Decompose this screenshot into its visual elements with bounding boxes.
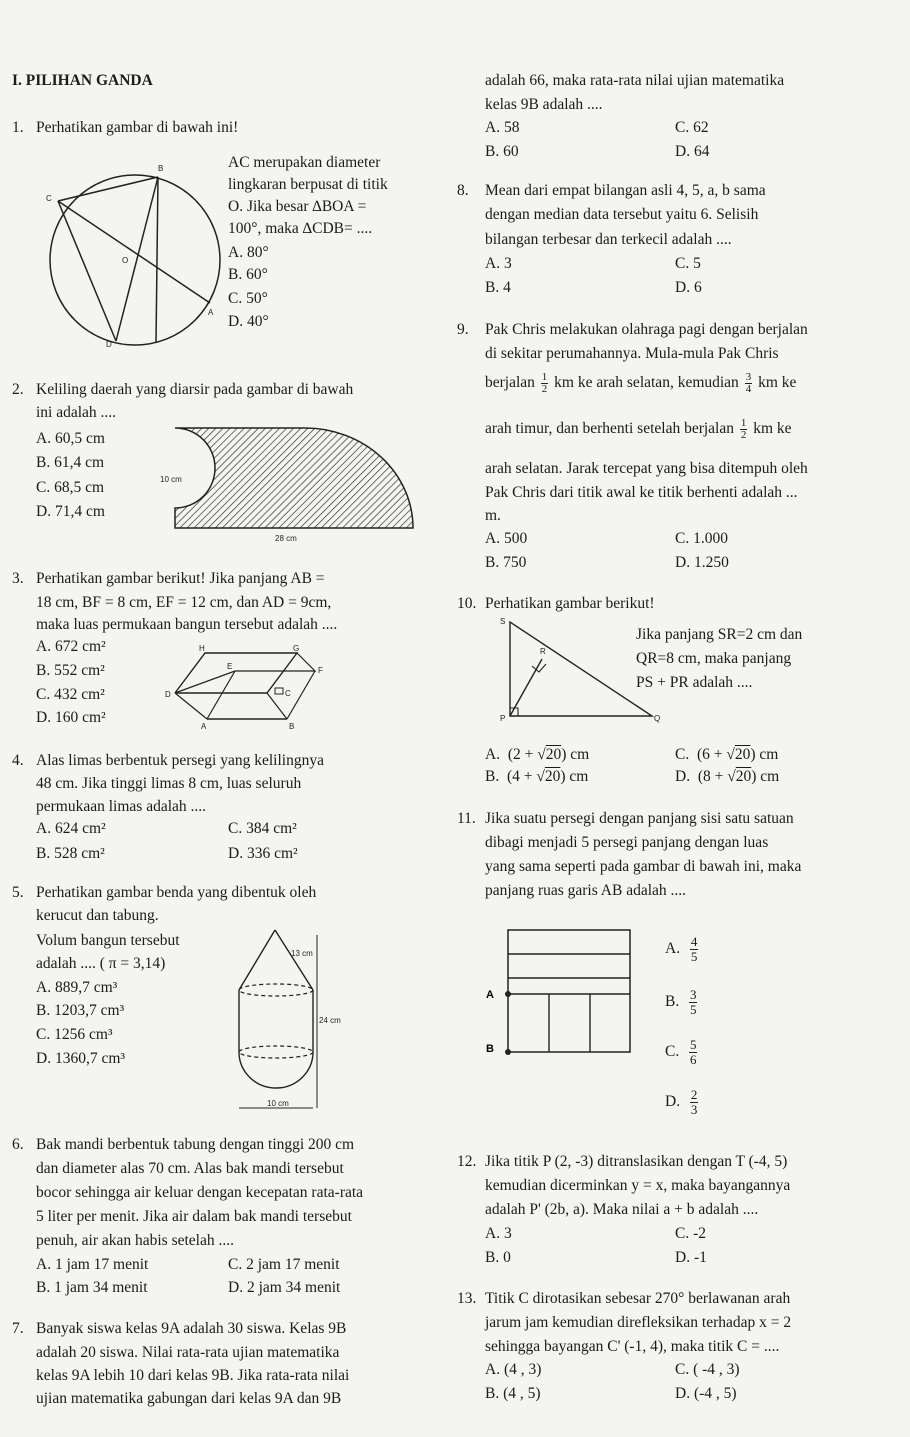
q12-option-d[interactable]: D. -1: [675, 1249, 707, 1266]
q10-label-p: P: [500, 714, 506, 723]
q7-option-d[interactable]: D. 64: [675, 143, 710, 160]
q3-label-g: G: [293, 644, 300, 653]
q1-desc-4: 100°, maka ∆CDB= ....: [228, 220, 373, 237]
q1-label-b: B: [158, 164, 164, 173]
q9-line-3: [485, 372, 796, 395]
q11-label-a: A: [486, 989, 494, 1001]
q6-option-a[interactable]: A. 1 jam 17 menit: [36, 1256, 149, 1273]
q9-line-4a: arah timur, dan berhenti setelah berjalan: [485, 420, 734, 438]
q13-option-c[interactable]: C. ( -4 , 3): [675, 1361, 740, 1378]
q7-option-a[interactable]: A. 58: [485, 119, 520, 136]
q10-option-a[interactable]: A. (2 + √20) cm: [485, 746, 590, 763]
q4-option-a[interactable]: A. 624 cm²: [36, 820, 106, 837]
q11-square-figure: [480, 928, 640, 1058]
q10-desc-2: QR=8 cm, maka panjang: [636, 650, 792, 667]
q12-line-2: kemudian dicerminkan y = x, maka bayangannya: [485, 1177, 791, 1194]
q12-number: 12.: [457, 1153, 477, 1170]
q5-number: 5.: [12, 884, 24, 901]
q11-option-c[interactable]: C. $\frac{5}{6}$: [665, 1037, 697, 1067]
q11-number: 11.: [457, 810, 476, 827]
q5-desc-1: Volum bangun tersebut: [36, 932, 180, 949]
q3-label-e: E: [227, 662, 233, 671]
q2-option-c[interactable]: C. 68,5 cm: [36, 479, 105, 496]
q4-line-2: 48 cm. Jika tinggi limas 8 cm, luas seluruh: [36, 775, 302, 792]
q13-option-a[interactable]: A. (4 , 3): [485, 1361, 542, 1378]
q7-number: 7.: [12, 1320, 24, 1337]
q1-option-c[interactable]: C. 50°: [228, 290, 268, 307]
q10-desc-1: Jika panjang SR=2 cm dan: [636, 626, 803, 643]
q3-label-d: D: [165, 690, 171, 699]
q8-option-b[interactable]: B. 4: [485, 279, 511, 296]
q5-option-d[interactable]: D. 1360,7 cm³: [36, 1050, 126, 1067]
q1-desc-2: lingkaran berpusat di titik: [228, 176, 388, 193]
q12-option-a[interactable]: A. 3: [485, 1225, 512, 1242]
q4-option-d[interactable]: D. 336 cm²: [228, 845, 298, 862]
q3-label-f: F: [318, 666, 323, 675]
q13-option-d[interactable]: D. (-4 , 5): [675, 1385, 737, 1402]
section-heading: I. PILIHAN GANDA: [12, 72, 153, 89]
q9-fraction-1: $\frac{1}{2}$: [541, 371, 548, 395]
q7-option-c[interactable]: C. 62: [675, 119, 709, 136]
q5-option-b[interactable]: B. 1203,7 cm³: [36, 1002, 125, 1019]
q9-line-1: Pak Chris melakukan olahraga pagi dengan berjalan: [485, 321, 808, 338]
q11-line-2: dibagi menjadi 5 persegi panjang dengan luas: [485, 834, 769, 851]
q6-number: 6.: [12, 1136, 24, 1153]
q13-option-b[interactable]: B. (4 , 5): [485, 1385, 541, 1402]
q12-option-c[interactable]: C. -2: [675, 1225, 706, 1242]
q5-label-slant: 13 cm: [291, 949, 313, 958]
q13-line-2: jarum jam kemudian direfleksikan terhadap x = 2: [485, 1314, 792, 1331]
q2-label-width: 28 cm: [275, 534, 297, 543]
q9-option-a[interactable]: A. 500: [485, 530, 528, 547]
q4-option-c[interactable]: C. 384 cm²: [228, 820, 297, 837]
q13-line-1: Titik C dirotasikan sebesar 270° berlawanan arah: [485, 1290, 791, 1307]
q9-line-6: Pak Chris dari titik awal ke titik berhenti adalah ...: [485, 484, 798, 501]
q9-line-7: m.: [485, 507, 501, 524]
q1-label-o: O: [122, 256, 129, 265]
q4-option-b[interactable]: B. 528 cm²: [36, 845, 105, 862]
q12-option-b[interactable]: B. 0: [485, 1249, 511, 1266]
q9-line-3b: km ke arah selatan, kemudian: [554, 374, 739, 392]
q9-fraction-3: $\frac{1}{2}$: [740, 417, 747, 441]
q10-triangle-figure: [500, 618, 660, 728]
q7-option-b[interactable]: B. 60: [485, 143, 519, 160]
q9-fraction-2: $\frac{3}{4}$: [745, 371, 752, 395]
q2-option-a[interactable]: A. 60,5 cm: [36, 430, 105, 447]
q5-line-1: Perhatikan gambar benda yang dibentuk oleh: [36, 884, 317, 901]
q3-prism-figure: [165, 645, 335, 735]
q1-label-c: C: [46, 194, 52, 203]
q1-number: 1.: [12, 119, 24, 136]
q9-line-3a: berjalan: [485, 374, 535, 392]
q10-desc-3: PS + PR adalah ....: [636, 674, 753, 691]
q7-cont-line-2: kelas 9B adalah ....: [485, 96, 603, 113]
q9-line-5: arah selatan. Jarak tercepat yang bisa ditempuh oleh: [485, 460, 808, 477]
q5-label-height: 24 cm: [319, 1016, 341, 1025]
q11-option-a[interactable]: A. $\frac{4}{5}$: [665, 934, 698, 964]
q1-prompt: Perhatikan gambar di bawah ini!: [36, 119, 239, 136]
q9-line-3c: km ke: [758, 374, 797, 392]
q11-line-1: Jika suatu persegi dengan panjang sisi satu satuan: [485, 810, 794, 827]
q5-cone-cylinder-figure: [225, 930, 345, 1115]
q5-option-c[interactable]: C. 1256 cm³: [36, 1026, 113, 1043]
q10-number: 10.: [457, 595, 477, 612]
q7-line-4: ujian matematika gabungan dari kelas 9A dan 9B: [36, 1390, 342, 1407]
q10-label-q: Q: [654, 714, 661, 723]
q4-line-1: Alas limas berbentuk persegi yang kelilingnya: [36, 752, 324, 769]
q6-line-2: dan diameter alas 70 cm. Alas bak mandi tersebut: [36, 1160, 344, 1177]
q3-label-a: A: [201, 722, 207, 731]
q1-option-d[interactable]: D. 40°: [228, 313, 269, 330]
q3-label-b: B: [289, 722, 295, 731]
q2-shaded-figure: [160, 420, 420, 545]
q9-line-2: di sekitar perumahannya. Mula-mula Pak Chris: [485, 345, 779, 362]
q6-option-d[interactable]: D. 2 jam 34 menit: [228, 1279, 341, 1296]
q5-desc-2: adalah .... ( π = 3,14): [36, 955, 166, 972]
q3-option-b[interactable]: B. 552 cm²: [36, 662, 105, 679]
q13-number: 13.: [457, 1290, 477, 1307]
q2-line-2: ini adalah ....: [36, 404, 117, 421]
q11-line-4: panjang ruas garis AB adalah ....: [485, 882, 687, 899]
q9-line-4: [485, 418, 792, 441]
q10-prompt: Perhatikan gambar berikut!: [485, 595, 655, 612]
q3-line-2: 18 cm, BF = 8 cm, EF = 12 cm, dan AD = 9cm,: [36, 594, 332, 611]
q8-line-3: bilangan terbesar dan terkecil adalah ....: [485, 231, 732, 248]
q8-line-2: dengan median data tersebut yaitu 6. Selisih: [485, 206, 759, 223]
q12-line-3: adalah P' (2b, a). Maka nilai a + b adalah ....: [485, 1201, 759, 1218]
q2-option-b[interactable]: B. 61,4 cm: [36, 454, 105, 471]
q12-line-1: Jika titik P (2, -3) ditranslasikan dengan T (-4, 5): [485, 1153, 788, 1170]
q1-circle-figure: [40, 164, 220, 349]
q3-label-h: H: [199, 644, 205, 653]
q2-number: 2.: [12, 381, 24, 398]
q6-option-c[interactable]: C. 2 jam 17 menit: [228, 1256, 340, 1273]
q2-option-d[interactable]: D. 71,4 cm: [36, 503, 105, 520]
q10-label-r: R: [540, 647, 546, 656]
q10-option-c[interactable]: C. (6 + √20) cm: [675, 746, 779, 763]
q8-option-c[interactable]: C. 5: [675, 255, 701, 272]
q6-option-b[interactable]: B. 1 jam 34 menit: [36, 1279, 148, 1296]
q11-option-b[interactable]: B. $\frac{3}{5}$: [665, 987, 697, 1017]
q3-number: 3.: [12, 570, 24, 587]
q7-cont-line-1: adalah 66, maka rata-rata nilai ujian matematika: [485, 72, 785, 89]
q4-line-3: permukaan limas adalah ....: [36, 798, 207, 815]
q9-option-c[interactable]: C. 1.000: [675, 530, 728, 547]
q11-line-3: yang sama seperti pada gambar di bawah ini, maka: [485, 858, 802, 875]
q11-label-b: B: [486, 1043, 494, 1055]
q3-option-c[interactable]: C. 432 cm²: [36, 686, 105, 703]
q1-option-a[interactable]: A. 80°: [228, 244, 269, 261]
q10-label-s: S: [500, 617, 506, 626]
q2-line-1: Keliling daerah yang diarsir pada gambar di bawah: [36, 381, 354, 398]
q3-label-c: C: [285, 689, 291, 698]
q9-number: 9.: [457, 321, 469, 338]
q7-line-1: Banyak siswa kelas 9A adalah 30 siswa. Kelas 9B: [36, 1320, 347, 1337]
q5-label-diameter: 10 cm: [267, 1099, 289, 1108]
q9-option-d[interactable]: D. 1.250: [675, 554, 729, 571]
q13-line-3: sehingga bayangan C' (-1, 4), maka titik C = ....: [485, 1338, 780, 1355]
q8-line-1: Mean dari empat bilangan asli 4, 5, a, b sama: [485, 182, 766, 199]
q3-line-3: maka luas permukaan bangun tersebut adalah ....: [36, 616, 338, 633]
q6-line-1: Bak mandi berbentuk tabung dengan tinggi 200 cm: [36, 1136, 355, 1153]
q7-line-3: kelas 9A lebih 10 dari kelas 9B. Jika rata-rata nilai: [36, 1367, 350, 1384]
q1-option-b[interactable]: B. 60°: [228, 266, 268, 283]
q3-line-1: Perhatikan gambar berikut! Jika panjang AB =: [36, 570, 325, 587]
q9-option-b[interactable]: B. 750: [485, 554, 527, 571]
q6-line-3: bocor sehingga air keluar dengan kecepatan rata-rata: [36, 1184, 364, 1201]
q11-option-d[interactable]: D. $\frac{2}{3}$: [665, 1087, 698, 1117]
q4-number: 4.: [12, 752, 24, 769]
q8-option-a[interactable]: A. 3: [485, 255, 512, 272]
q3-option-a[interactable]: A. 672 cm²: [36, 638, 106, 655]
q1-label-a: A: [208, 308, 214, 317]
q1-desc-3: O. Jika besar ∆BOA =: [228, 198, 367, 215]
q8-number: 8.: [457, 182, 469, 199]
q10-option-b[interactable]: B. (4 + √20) cm: [485, 768, 589, 785]
q6-line-4: 5 liter per menit. Jika air dalam bak mandi tersebut: [36, 1208, 352, 1225]
q2-label-height: 10 cm: [160, 475, 182, 484]
q10-option-d[interactable]: D. (8 + √20) cm: [675, 768, 780, 785]
q9-line-4b: km ke: [753, 420, 792, 438]
q8-option-d[interactable]: D. 6: [675, 279, 702, 296]
q6-line-5: penuh, air akan habis setelah ....: [36, 1232, 234, 1249]
q5-line-2: kerucut dan tabung.: [36, 907, 159, 924]
q7-line-2: adalah 20 siswa. Nilai rata-rata ujian matematika: [36, 1344, 340, 1361]
q1-desc-1: AC merupakan diameter: [228, 154, 381, 171]
q1-label-d: D: [106, 340, 112, 349]
q3-option-d[interactable]: D. 160 cm²: [36, 709, 106, 726]
q5-option-a[interactable]: A. 889,7 cm³: [36, 979, 118, 996]
